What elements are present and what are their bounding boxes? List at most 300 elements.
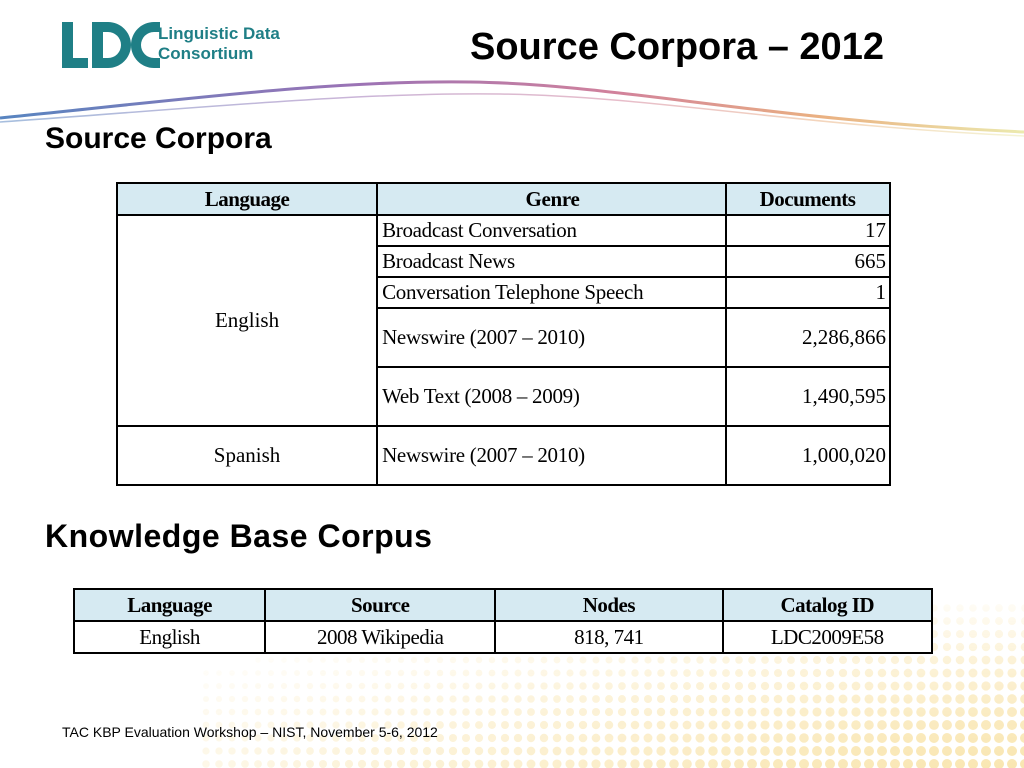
decorative-dot — [657, 695, 665, 703]
decorative-dot — [981, 694, 991, 704]
decorative-dot — [333, 670, 339, 676]
decorative-dot — [708, 746, 717, 755]
decorative-dot — [800, 695, 809, 704]
decorative-dot — [1020, 733, 1024, 743]
decorative-dot — [566, 669, 573, 676]
table-header-row — [117, 183, 890, 215]
decorative-dot — [242, 696, 248, 702]
decorative-dot — [696, 682, 704, 690]
decorative-dot — [294, 696, 301, 703]
decorative-dot — [670, 695, 678, 703]
decorative-dot — [579, 682, 586, 689]
decorative-dot — [851, 707, 860, 716]
genre-cell: Broadcast News — [377, 246, 726, 277]
decorative-dot — [670, 721, 679, 730]
decorative-dot — [294, 709, 301, 716]
decorative-dot — [385, 696, 392, 703]
decorative-dot — [826, 682, 835, 691]
decorative-dot — [1007, 707, 1017, 717]
decorative-dot — [1020, 681, 1024, 690]
decorative-dot — [319, 747, 327, 755]
decorative-dot — [877, 746, 887, 756]
decorative-dot — [774, 708, 783, 717]
decorative-dot — [800, 669, 808, 677]
decorative-dot — [475, 760, 484, 768]
decorative-dot — [254, 760, 262, 768]
decorative-dot — [515, 657, 522, 664]
decorative-dot — [255, 683, 261, 689]
decorative-dot — [631, 721, 640, 730]
decorative-dot — [397, 760, 405, 768]
decorative-dot — [1007, 668, 1016, 677]
decorative-dot — [890, 759, 900, 768]
decorative-dot — [411, 657, 417, 663]
decorative-dot — [955, 681, 964, 690]
decorative-dot — [760, 720, 769, 729]
decorative-dot — [229, 696, 235, 702]
documents-cell: 1,000,020 — [726, 426, 890, 485]
decorative-dot — [994, 746, 1004, 756]
decorative-dot — [592, 669, 599, 676]
nodes-cell: 818, 741 — [495, 621, 722, 653]
decorative-dot — [982, 669, 991, 678]
decorative-dot — [748, 656, 756, 664]
decorative-dot — [631, 734, 640, 743]
decorative-dot — [424, 670, 431, 677]
decorative-dot — [734, 720, 743, 729]
decorative-dot — [423, 760, 431, 768]
decorative-dot — [851, 720, 861, 730]
decorative-dot — [281, 670, 287, 676]
decorative-dot — [307, 709, 314, 716]
decorative-dot — [812, 759, 822, 768]
decorative-dot — [280, 747, 288, 755]
decorative-dot — [605, 747, 614, 756]
decorative-dot — [1020, 759, 1024, 768]
decorative-dot — [956, 656, 965, 665]
decorative-dot — [670, 656, 677, 663]
decorative-dot — [734, 733, 743, 742]
decorative-dot — [540, 760, 549, 768]
decorative-dot — [411, 683, 418, 690]
decorative-dot — [488, 721, 496, 729]
decorative-dot — [735, 695, 743, 703]
decorative-dot — [488, 695, 495, 702]
decorative-dot — [799, 746, 809, 756]
decorative-dot — [1008, 604, 1016, 612]
decorative-dot — [1020, 694, 1024, 704]
decorative-dot — [514, 760, 523, 768]
decorative-dot — [904, 656, 912, 664]
decorative-dot — [955, 694, 964, 703]
decorative-dot — [917, 669, 926, 678]
decorative-dot — [943, 656, 952, 665]
decorative-dot — [592, 721, 600, 729]
genre-cell: Newswire (2007 – 2010) — [377, 308, 726, 367]
column-header-nodes: Nodes — [495, 589, 722, 621]
decorative-dot — [515, 670, 522, 677]
decorative-dot — [735, 682, 743, 690]
genre-cell: Broadcast Conversation — [377, 215, 726, 246]
decorative-dot — [475, 695, 482, 702]
genre-cell: Newswire (2007 – 2010) — [377, 426, 726, 485]
decorative-dot — [786, 720, 795, 729]
decorative-dot — [1007, 733, 1017, 743]
decorative-dot — [332, 747, 340, 755]
decorative-dot — [229, 683, 235, 689]
decorative-dot — [709, 656, 717, 664]
decorative-dot — [683, 721, 692, 730]
decorative-dot — [735, 708, 744, 717]
decorative-dot — [385, 670, 391, 676]
decorative-dot — [527, 682, 534, 689]
decorative-dot — [748, 669, 756, 677]
decorative-dot — [865, 682, 874, 691]
decorative-dot — [670, 708, 678, 716]
decorative-dot — [1007, 720, 1017, 730]
decorative-dot — [852, 669, 860, 677]
decorative-dot — [968, 720, 978, 730]
decorative-dot — [929, 707, 939, 717]
decorative-dot — [203, 696, 209, 702]
decorative-dot — [838, 746, 848, 756]
decorative-dot — [475, 721, 483, 729]
decorative-dot — [761, 656, 769, 664]
decorative-dot — [267, 760, 275, 768]
decorative-dot — [657, 721, 666, 730]
decorative-dot — [838, 720, 847, 729]
decorative-dot — [540, 734, 548, 742]
decorative-dot — [385, 657, 391, 663]
decorative-dot — [502, 670, 509, 677]
decorative-dot — [903, 733, 913, 743]
decorative-dot — [565, 759, 574, 768]
decorative-dot — [968, 746, 978, 756]
decorative-dot — [203, 670, 209, 676]
decorative-dot — [294, 670, 300, 676]
decorative-dot — [929, 681, 938, 690]
decorative-dot — [592, 682, 600, 690]
decorative-dot — [605, 708, 613, 716]
decorative-dot — [709, 682, 717, 690]
decorative-dot — [994, 759, 1004, 768]
decorative-dot — [734, 759, 744, 768]
decorative-dot — [527, 760, 536, 768]
decorative-dot — [657, 734, 666, 743]
decorative-dot — [695, 759, 705, 768]
decorative-dot — [643, 746, 652, 755]
decorative-dot — [943, 617, 951, 625]
language-cell: English — [74, 621, 265, 653]
decorative-dot — [384, 708, 391, 715]
table-row — [117, 426, 890, 485]
decorative-dot — [696, 669, 704, 677]
decorative-dot — [995, 656, 1004, 665]
decorative-dot — [450, 670, 457, 677]
language-cell-spanish: Spanish — [117, 426, 377, 485]
decorative-dot — [488, 734, 496, 742]
decorative-dot — [618, 656, 625, 663]
decorative-dot — [669, 759, 679, 768]
column-header-catalog-id: Catalog ID — [723, 589, 933, 621]
decorative-dot — [969, 643, 977, 651]
decorative-dot — [242, 670, 248, 676]
decorative-dot — [722, 669, 730, 677]
column-header-genre: Genre — [377, 183, 726, 215]
decorative-dot — [424, 657, 430, 663]
decorative-dot — [994, 720, 1004, 730]
documents-cell: 1 — [726, 277, 890, 308]
decorative-dot — [787, 708, 796, 717]
decorative-dot — [579, 721, 587, 729]
decorative-dot — [268, 709, 275, 716]
decorative-dot — [320, 683, 326, 689]
section-heading-source-corpora: Source Corpora — [45, 122, 272, 155]
decorative-dot — [826, 669, 834, 677]
decorative-dot — [839, 682, 848, 691]
decorative-dot — [1020, 707, 1024, 717]
decorative-dot — [955, 707, 965, 717]
decorative-dot — [1020, 746, 1024, 756]
decorative-dot — [398, 670, 404, 676]
decorative-dot — [618, 682, 626, 690]
decorative-dot — [359, 696, 366, 703]
decorative-dot — [605, 721, 613, 729]
decorative-dot — [890, 707, 899, 716]
decorative-dot — [955, 733, 965, 743]
documents-cell: 17 — [726, 215, 890, 246]
decorative-dot — [657, 669, 665, 677]
decorative-dot — [281, 683, 287, 689]
decorative-dot — [864, 733, 874, 743]
decorative-dot — [708, 759, 718, 768]
decorative-dot — [579, 695, 587, 703]
decorative-dot — [747, 746, 757, 756]
decorative-dot — [669, 733, 678, 742]
decorative-dot — [566, 708, 574, 716]
decorative-dot — [852, 695, 861, 704]
decorative-dot — [656, 759, 666, 768]
decorative-dot — [410, 760, 418, 768]
decorative-dot — [761, 708, 770, 717]
decorative-dot — [371, 747, 379, 755]
decorative-dot — [774, 695, 783, 704]
decorative-dot — [683, 695, 691, 703]
decorative-dot — [449, 747, 457, 755]
decorative-dot — [903, 746, 913, 756]
decorative-dot — [916, 746, 926, 756]
decorative-dot — [968, 707, 978, 717]
decorative-dot — [567, 657, 574, 664]
decorative-dot — [721, 733, 730, 742]
decorative-dot — [449, 721, 457, 729]
column-header-documents: Documents — [726, 183, 890, 215]
decorative-dot — [216, 696, 222, 702]
decorative-dot — [1007, 746, 1017, 756]
decorative-dot — [631, 682, 639, 690]
decorative-dot — [241, 747, 248, 754]
decorative-dot — [786, 733, 796, 743]
decorative-dot — [644, 695, 652, 703]
decorative-dot — [358, 708, 365, 715]
decorative-dot — [748, 708, 757, 717]
decorative-dot — [384, 760, 392, 768]
language-cell-english: English — [117, 215, 377, 426]
decorative-dot — [540, 682, 547, 689]
decorative-dot — [942, 746, 952, 756]
table-row — [74, 621, 932, 653]
decorative-dot — [891, 669, 900, 678]
column-header-language: Language — [74, 589, 265, 621]
decorative-dot — [981, 720, 991, 730]
decorative-dot — [994, 681, 1003, 690]
decorative-dot — [527, 747, 536, 756]
decorative-dot — [462, 747, 470, 755]
decorative-dot — [968, 681, 977, 690]
decorative-dot — [449, 734, 457, 742]
decorative-dot — [1020, 668, 1024, 677]
decorative-dot — [942, 720, 952, 730]
decorative-dot — [333, 657, 339, 663]
decorative-dot — [228, 760, 236, 768]
decorative-dot — [982, 656, 991, 665]
decorative-dot — [618, 734, 627, 743]
column-header-language: Language — [117, 183, 377, 215]
decorative-dot — [450, 683, 457, 690]
decorative-dot — [969, 669, 978, 678]
decorative-dot — [981, 733, 991, 743]
decorative-dot — [773, 720, 782, 729]
decorative-dot — [877, 720, 887, 730]
decorative-dot — [293, 747, 301, 755]
documents-cell: 2,286,866 — [726, 308, 890, 367]
decorative-dot — [449, 760, 458, 768]
decorative-dot — [721, 746, 731, 756]
decorative-dot — [657, 682, 665, 690]
decorative-dot — [839, 669, 847, 677]
decorative-dot — [593, 657, 600, 664]
decorative-dot — [268, 696, 274, 702]
decorative-dot — [916, 707, 926, 717]
decorative-dot — [320, 709, 327, 716]
decorative-dot — [398, 696, 405, 703]
decorative-dot — [553, 682, 560, 689]
decorative-dot — [501, 721, 509, 729]
decorative-dot — [929, 746, 939, 756]
decorative-dot — [696, 656, 703, 663]
decorative-dot — [332, 760, 340, 768]
decorative-dot — [722, 695, 730, 703]
decorative-dot — [995, 643, 1003, 651]
decorative-dot — [878, 669, 887, 678]
decorative-dot — [580, 657, 587, 664]
decorative-dot — [851, 759, 861, 768]
decorative-dot — [760, 733, 769, 742]
decorative-dot — [333, 709, 340, 716]
decorative-dot — [774, 669, 782, 677]
decorative-dot — [528, 670, 535, 677]
decorative-dot — [345, 708, 352, 715]
decorative-dot — [864, 746, 874, 756]
decorative-dot — [514, 721, 522, 729]
decorative-dot — [630, 759, 639, 768]
decorative-dot — [813, 669, 821, 677]
decorative-dot — [527, 695, 535, 703]
decorative-dot — [644, 682, 652, 690]
decorative-dot — [294, 683, 300, 689]
decorative-dot — [682, 746, 691, 755]
decorative-dot — [773, 759, 783, 768]
decorative-dot — [683, 656, 690, 663]
decorative-dot — [916, 720, 926, 730]
decorative-dot — [682, 759, 692, 768]
logo-wordmark — [158, 24, 280, 64]
decorative-dot — [890, 720, 900, 730]
decorative-dot — [982, 604, 990, 612]
decorative-dot — [489, 670, 496, 677]
decorative-dot — [319, 760, 327, 768]
decorative-dot — [384, 747, 392, 755]
decorative-dot — [800, 682, 808, 690]
decorative-dot — [514, 682, 521, 689]
decorative-dot — [955, 759, 965, 768]
decorative-dot — [943, 643, 951, 651]
decorative-dot — [437, 670, 444, 677]
decorative-dot — [813, 656, 821, 664]
decorative-dot — [929, 759, 939, 768]
decorative-dot — [618, 721, 626, 729]
knowledge-base-table — [73, 588, 933, 654]
decorative-dot — [981, 681, 990, 690]
decorative-dot — [618, 669, 625, 676]
decorative-dot — [591, 759, 600, 768]
decorative-dot — [644, 669, 651, 676]
documents-cell: 665 — [726, 246, 890, 277]
decorative-dot — [306, 760, 314, 768]
decorative-dot — [371, 760, 379, 768]
decorative-dot — [579, 734, 588, 743]
decorative-dot — [437, 657, 443, 663]
decorative-dot — [372, 670, 378, 676]
decorative-dot — [216, 670, 222, 676]
decorative-dot — [799, 707, 808, 716]
decorative-dot — [773, 733, 782, 742]
source-corpora-table — [116, 182, 891, 486]
decorative-dot — [904, 682, 913, 691]
decorative-dot — [981, 759, 991, 768]
decorative-dot — [812, 720, 821, 729]
decorative-dot — [773, 746, 783, 756]
decorative-dot — [541, 657, 548, 664]
decorative-dot — [436, 760, 445, 768]
decorative-dot — [462, 760, 471, 768]
decorative-dot — [877, 707, 886, 716]
decorative-dot — [605, 695, 613, 703]
decorative-dot — [320, 670, 326, 676]
decorative-dot — [994, 733, 1004, 743]
logo-line-2: Consortium — [158, 44, 254, 63]
decorative-dot — [215, 747, 222, 754]
decorative-dot — [943, 669, 952, 678]
decorative-dot — [670, 682, 678, 690]
decorative-dot — [969, 630, 977, 638]
decorative-dot — [216, 683, 222, 689]
decorative-dot — [281, 657, 287, 663]
decorative-dot — [514, 695, 521, 702]
decorative-dot — [579, 708, 587, 716]
decorative-dot — [826, 656, 834, 664]
decorative-dot — [982, 643, 990, 651]
